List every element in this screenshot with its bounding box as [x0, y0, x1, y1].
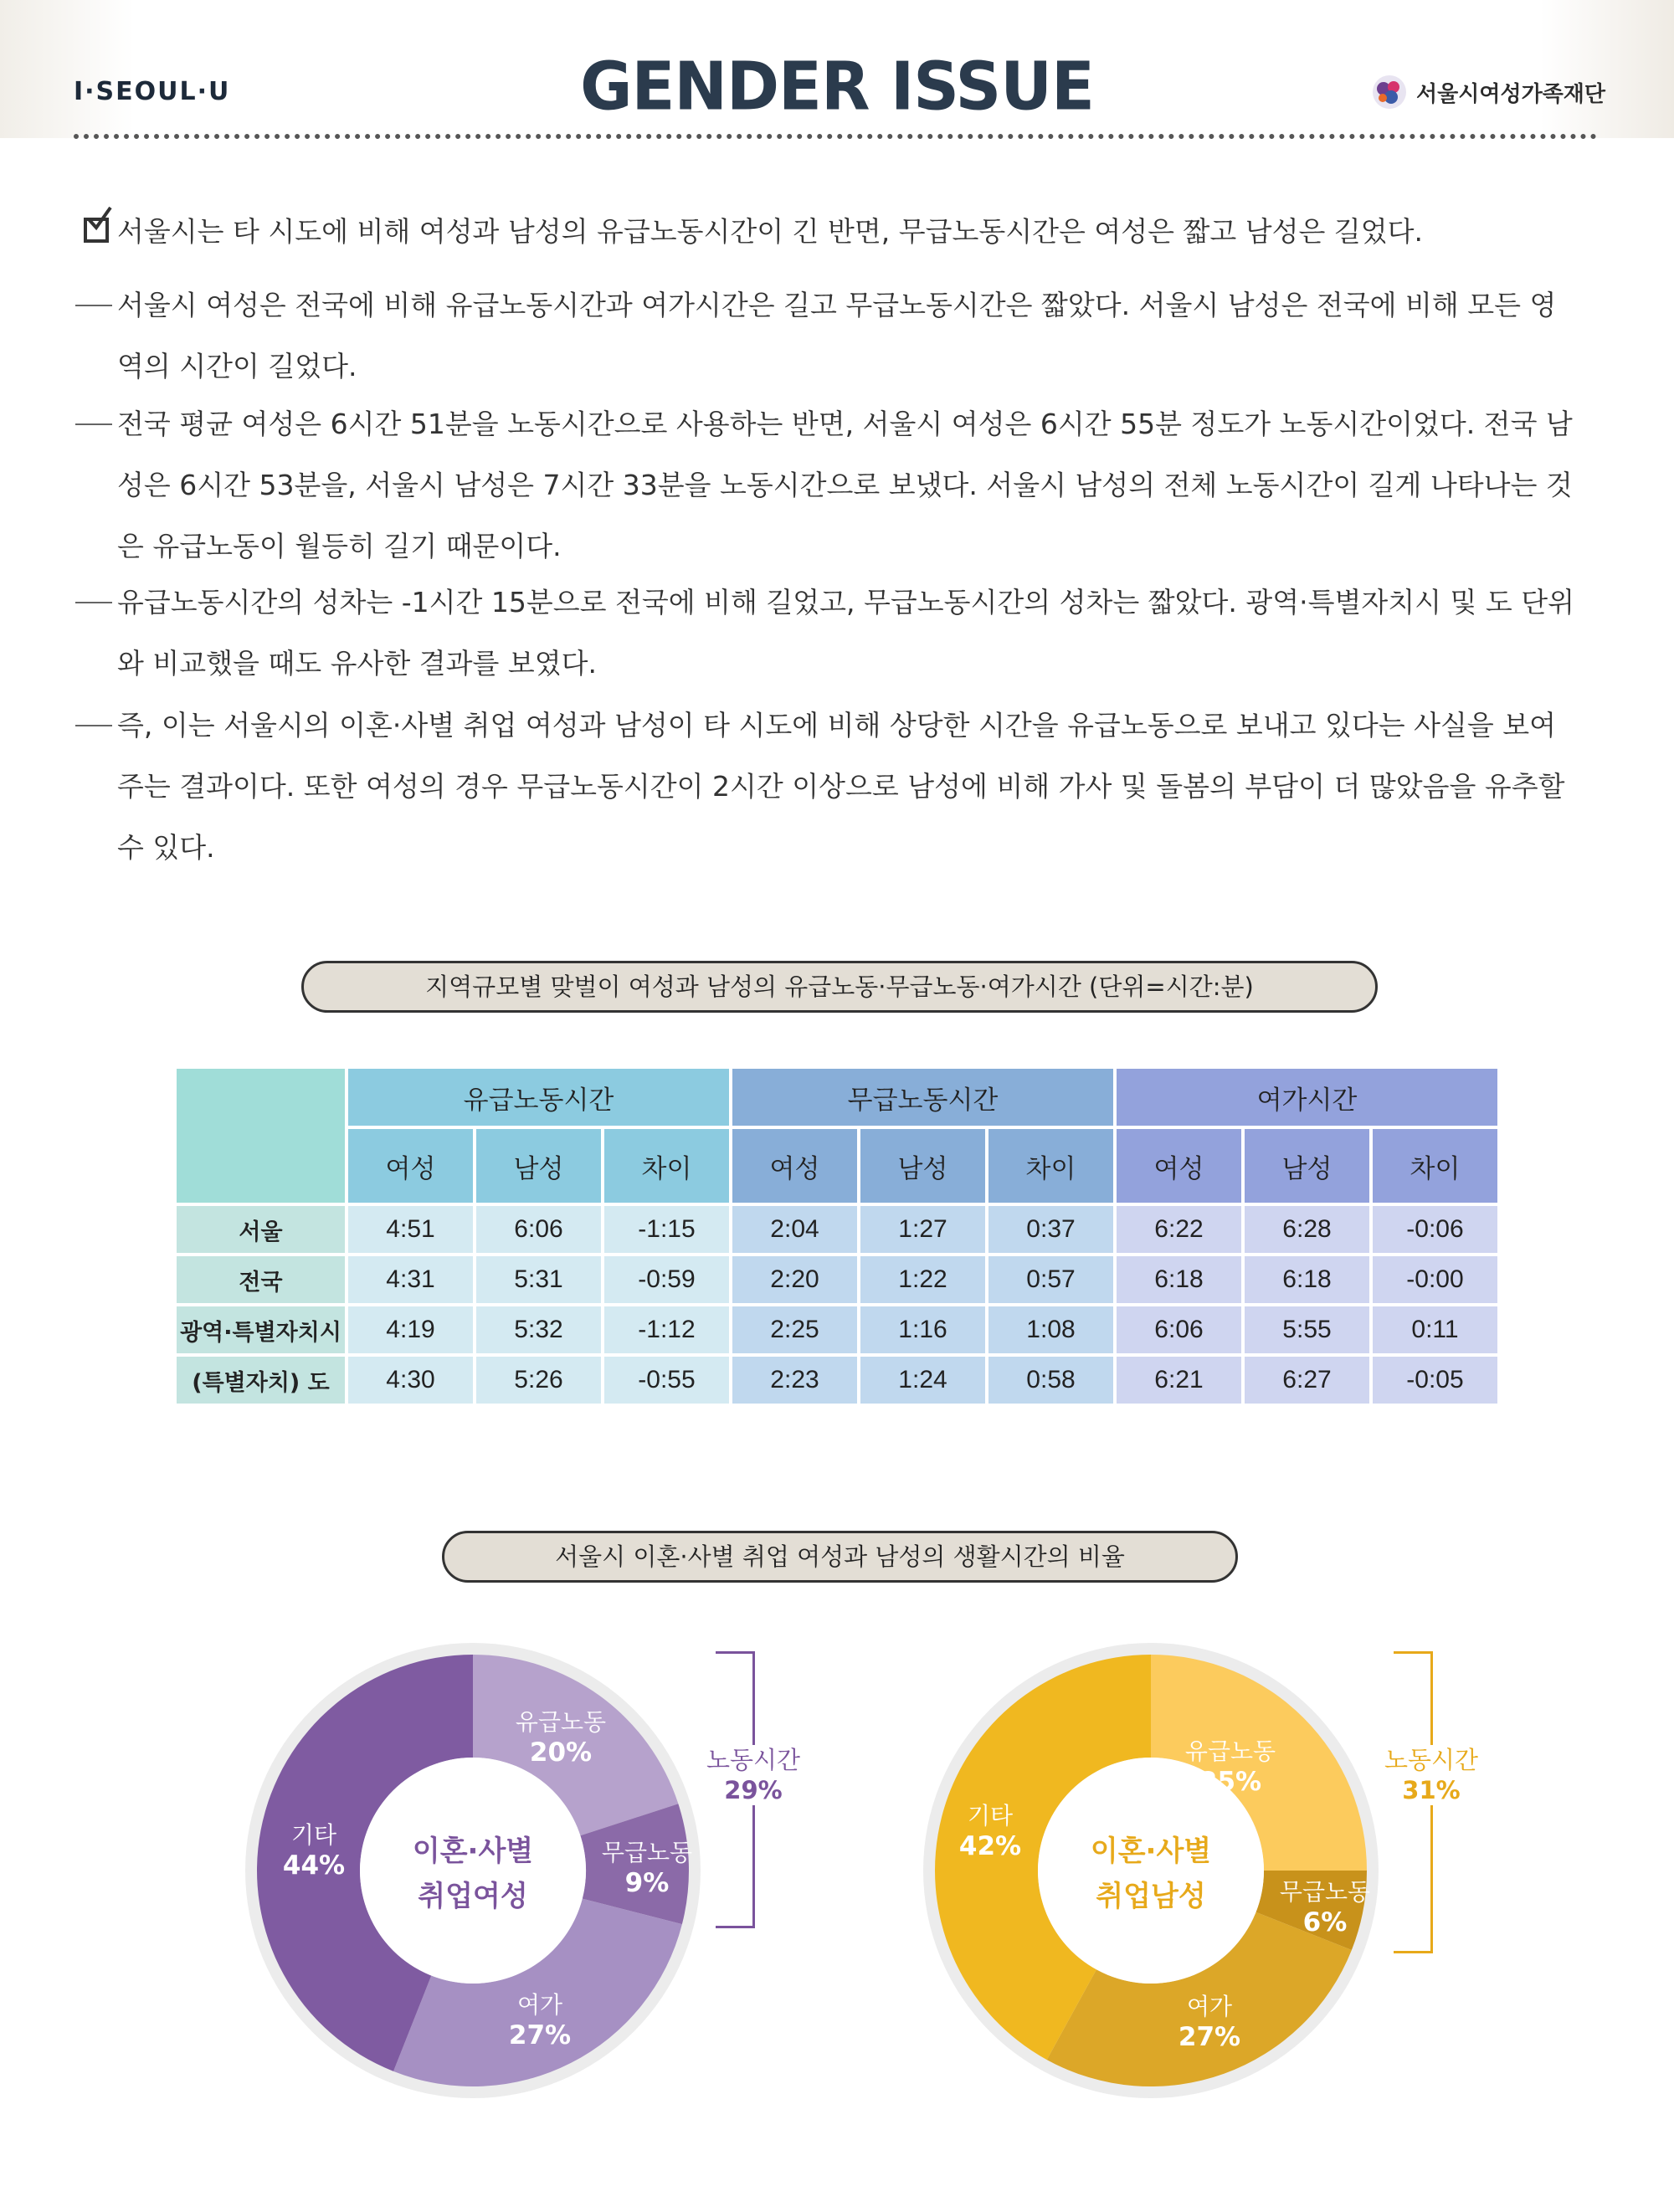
donut-women-center-label [356, 1829, 590, 1919]
i-seoul-u-logo [74, 77, 230, 106]
dash-bullet [75, 423, 112, 425]
checkmark-icon [85, 204, 114, 233]
subheader-cell: 여성 [732, 1129, 857, 1203]
table-cell: 6:06 [476, 1206, 601, 1253]
table-cell: 6:22 [1117, 1206, 1241, 1253]
table-cell: 6:18 [1117, 1256, 1241, 1303]
table-cell: 2:25 [732, 1306, 857, 1353]
table-cell: 6:18 [1245, 1256, 1369, 1303]
donut-men-center-label [1034, 1829, 1268, 1919]
row-label: 서울 [177, 1206, 345, 1253]
summary-headline [74, 201, 1580, 262]
table-row [177, 1306, 1497, 1353]
table-cell: 1:16 [860, 1306, 985, 1353]
foundation-logo [1371, 74, 1605, 110]
subheader-cell: 여성 [348, 1129, 473, 1203]
table-cell: -0:06 [1373, 1206, 1497, 1253]
table-cell: 6:28 [1245, 1206, 1369, 1253]
slice-label-text: 유급노동 [515, 1708, 607, 1736]
slice-label-leisure [1155, 1992, 1264, 2053]
paragraph-1 [74, 275, 1580, 397]
slice-label-text: 유급노동 [1184, 1737, 1276, 1765]
slice-label-value: 9% [624, 1868, 670, 1898]
table-cell: -0:00 [1373, 1256, 1497, 1303]
table-cell: 2:23 [732, 1357, 857, 1404]
slice-label-text: 기타 [290, 1821, 337, 1849]
paragraph-4-text: 즉, 이는 서울시의 이혼·사별 취업 여성과 남성이 타 시도에 비해 상당한 시간을 유급노동으로 보내고 있다는 사실을 보여주는 결과이다. 또한 여성의 경우 무급노동시간이 2시간 이상으로 남성에 비해 가사 및 돌봄의 부담이 더 많았음을 유추할 수 있다. [117, 709, 1565, 864]
paragraph-3-text: 유급노동시간의 성차는 -1시간 15분으로 전국에 비해 길었고, 무급노동시간의 성차는 짧았다. 광역·특별자치시 및 도 단위와 비교했을 때도 유사한 결과를 보였다. [117, 586, 1574, 680]
foundation-logo-icon [1371, 74, 1408, 110]
subheader-cell: 차이 [988, 1129, 1113, 1203]
labor-label-men [1373, 1745, 1490, 1805]
row-label: (특별자치) 도 [177, 1357, 345, 1404]
dash-bullet [75, 725, 112, 726]
table-cell: 6:06 [1117, 1306, 1241, 1353]
page-title: GENDER ISSUE [580, 46, 1094, 126]
subheader-cell: 차이 [604, 1129, 729, 1203]
table-title: 지역규모별 맞벌이 여성과 남성의 유급노동·무급노동·여가시간 (단위=시간:분) [301, 961, 1378, 1013]
table-cell: 5:26 [476, 1357, 601, 1404]
labor-label-text: 노동시간 [1384, 1746, 1479, 1774]
table-cell: 0:11 [1373, 1306, 1497, 1353]
slice-label-value: 20% [529, 1737, 593, 1768]
table-cell: -0:59 [604, 1256, 729, 1303]
slice-label-value: 27% [1178, 2022, 1241, 2052]
table-cell: -1:15 [604, 1206, 729, 1253]
paragraph-1-text: 서울시 여성은 전국에 비해 유급노동시간과 여가시간은 길고 무급노동시간은 짧았다. 서울시 남성은 전국에 비해 모든 영역의 시간이 길었다. [117, 289, 1557, 382]
subheader-cell: 여성 [1117, 1129, 1241, 1203]
row-label: 전국 [177, 1256, 345, 1303]
row-label: 광역·특별자치시 [177, 1306, 345, 1353]
slice-label-value: 25% [1199, 1767, 1262, 1797]
table-cell: 4:19 [348, 1306, 473, 1353]
foundation-logo-text: 서울시여성가족재단 [1416, 81, 1606, 107]
table-cell: 4:51 [348, 1206, 473, 1253]
table-cell: 1:22 [860, 1256, 985, 1303]
table-corner-cell [177, 1069, 345, 1203]
table-cell: 2:04 [732, 1206, 857, 1253]
slice-label-unpaid [584, 1838, 710, 1899]
slice-label-value: 27% [508, 2020, 572, 2050]
table-cell: 5:31 [476, 1256, 601, 1303]
table-cell: 6:21 [1117, 1357, 1241, 1404]
slice-label-text: 여가 [516, 1991, 563, 2019]
subheader-cell: 차이 [1373, 1129, 1497, 1203]
table-cell: -0:55 [604, 1357, 729, 1404]
table-cell: 0:58 [988, 1357, 1113, 1404]
header-divider [74, 134, 1597, 139]
table-cell: 1:27 [860, 1206, 985, 1253]
paragraph-2-text: 전국 평균 여성은 6시간 51분을 노동시간으로 사용하는 반면, 서울시 여성은 6시간 55분 정도가 노동시간이었다. 전국 남성은 6시간 53분을, 서울시 남성은 7시간 33분을 노동시간으로 보냈다. 서울시 남성의 전체 노동시간이 길게 나타나는 것은 유급노동이 월등히 길기 때문이다. [117, 408, 1573, 562]
labor-label-women [695, 1745, 812, 1805]
table-cell: 5:55 [1245, 1306, 1369, 1353]
subheader-cell: 남성 [476, 1129, 601, 1203]
subheader-cell: 남성 [1245, 1129, 1369, 1203]
table-cell: 1:08 [988, 1306, 1113, 1353]
group-header-paid: 유급노동시간 [348, 1069, 729, 1126]
table-cell: 5:32 [476, 1306, 601, 1353]
paragraph-3 [74, 572, 1580, 694]
center-label-line: 취업남성 [1096, 1880, 1206, 1913]
group-header-leisure: 여가시간 [1117, 1069, 1497, 1126]
slice-label-unpaid [1262, 1877, 1388, 1938]
slice-label-text: 기타 [967, 1802, 1014, 1830]
slice-label-paid [494, 1707, 628, 1768]
table-row [177, 1357, 1497, 1404]
summary-headline-text: 서울시는 타 시도에 비해 여성과 남성의 유급노동시간이 긴 반면, 무급노동시간은 여성은 짧고 남성은 길었다. [117, 215, 1423, 248]
table-cell: 4:31 [348, 1256, 473, 1303]
donut-women [243, 1640, 703, 2101]
center-label-line: 이혼·사별 [412, 1835, 534, 1868]
slice-label-text: 무급노동 [1279, 1878, 1371, 1906]
paragraph-4 [74, 695, 1580, 878]
time-use-table [173, 1065, 1501, 1407]
subheader-cell: 남성 [860, 1129, 985, 1203]
slice-label-paid [1163, 1737, 1297, 1798]
labor-label-value: 29% [724, 1776, 783, 1804]
slice-label-text: 무급노동 [601, 1839, 693, 1866]
slice-label-value: 42% [958, 1831, 1022, 1861]
dash-bullet [75, 305, 112, 306]
slice-label-value: 44% [282, 1850, 346, 1881]
table-cell: -0:05 [1373, 1357, 1497, 1404]
table-cell: 2:20 [732, 1256, 857, 1303]
slice-label-other [268, 1820, 360, 1881]
slice-label-other [944, 1801, 1036, 1862]
dash-bullet [75, 602, 112, 603]
slice-label-leisure [485, 1990, 594, 2051]
group-header-unpaid: 무급노동시간 [732, 1069, 1113, 1126]
labor-label-value: 31% [1402, 1776, 1461, 1804]
slice-label-text: 여가 [1186, 1993, 1233, 2020]
table-cell: 4:30 [348, 1357, 473, 1404]
donut-men [921, 1640, 1381, 2101]
paragraph-2 [74, 393, 1580, 577]
table-cell: 0:57 [988, 1256, 1113, 1303]
table-cell: 6:27 [1245, 1357, 1369, 1404]
i-seoul-u-logo-text: I·SEOUL·U [74, 77, 231, 106]
labor-label-text: 노동시간 [706, 1746, 801, 1774]
table-row [177, 1256, 1497, 1303]
table-cell: -1:12 [604, 1306, 729, 1353]
slice-label-value: 6% [1302, 1907, 1348, 1937]
table-cell: 0:37 [988, 1206, 1113, 1253]
table-row [177, 1206, 1497, 1253]
table-cell: 1:24 [860, 1357, 985, 1404]
center-label-line: 취업여성 [418, 1880, 528, 1913]
chart-section-title: 서울시 이혼·사별 취업 여성과 남성의 생활시간의 비율 [442, 1531, 1238, 1583]
center-label-line: 이혼·사별 [1090, 1835, 1212, 1868]
